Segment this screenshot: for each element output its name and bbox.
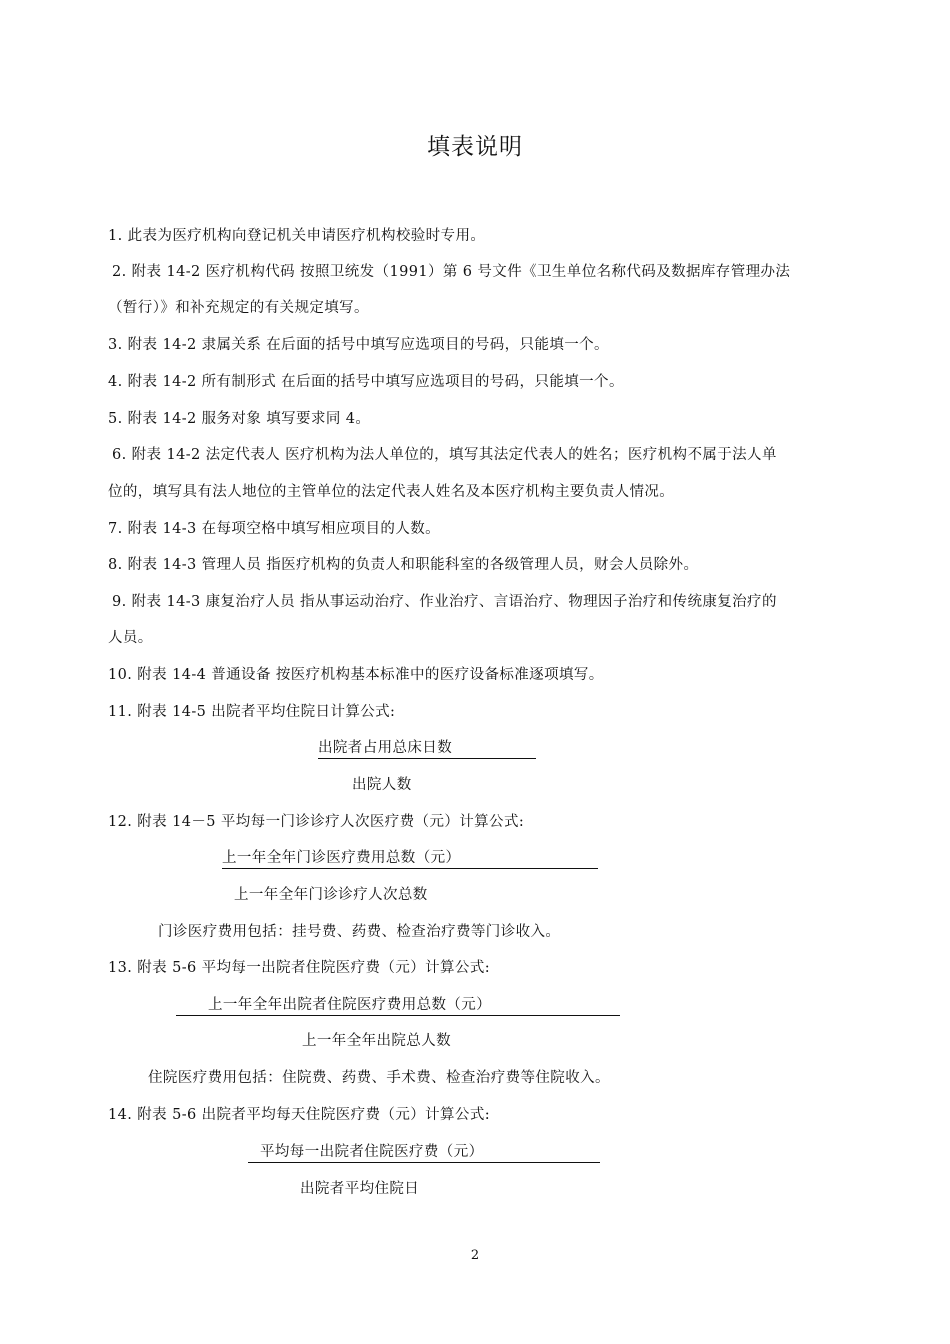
instruction-item-8: 8. 附表 14-3 管理人员 指医疗机构的负责人和职能科室的各级管理人员，财会人员除外。: [108, 557, 699, 573]
instruction-item-11: 11. 附表 14-5 出院者平均住院日计算公式:: [108, 704, 396, 720]
formula-14-numerator: 平均每一出院者住院医疗费（元）: [248, 1142, 600, 1163]
instruction-item-4: 4. 附表 14-2 所有制形式 在后面的括号中填写应选项目的号码，只能填一个。: [108, 374, 624, 390]
instruction-item-9: 9. 附表 14-3 康复治疗人员 指从事运动治疗、作业治疗、言语治疗、物理因子治疗和传统康复治疗的: [112, 594, 777, 610]
formula-11-numerator: 出院者占用总床日数: [318, 738, 536, 759]
formula-14-denominator: 出院者平均住院日: [300, 1181, 420, 1197]
instruction-item-2: 2. 附表 14-2 医疗机构代码 按照卫统发（1991）第 6 号文件《卫生单位名称代码及数据库存管理办法: [112, 264, 791, 280]
formula-13-numerator: 上一年全年出院者住院医疗费用总数（元）: [176, 995, 620, 1016]
instruction-item-7: 7. 附表 14-3 在每项空格中填写相应项目的人数。: [108, 521, 441, 537]
note-12: 门诊医疗费用包括：挂号费、药费、检查治疗费等门诊收入。: [158, 924, 561, 940]
formula-12-denominator: 上一年全年门诊诊疗人次总数: [234, 887, 428, 903]
instruction-item-12: 12. 附表 14－5 平均每一门诊诊疗人次医疗费（元）计算公式:: [108, 814, 525, 830]
page-title: 填表说明: [427, 134, 523, 160]
instruction-item-14: 14. 附表 5-6 出院者平均每天住院医疗费（元）计算公式:: [108, 1107, 491, 1123]
instruction-item-6: 6. 附表 14-2 法定代表人 医疗机构为法人单位的，填写其法定代表人的姓名；医疗机构不属于法人单: [112, 447, 777, 463]
instruction-item-13: 13. 附表 5-6 平均每一出院者住院医疗费（元）计算公式:: [108, 960, 491, 976]
page-number: 2: [470, 1248, 480, 1263]
instruction-item-1: 1. 此表为医疗机构向登记机关申请医疗机构校验时专用。: [108, 228, 486, 244]
instruction-item-3: 3. 附表 14-2 隶属关系 在后面的括号中填写应选项目的号码，只能填一个。: [108, 337, 609, 353]
formula-12-numerator: 上一年全年门诊医疗费用总数（元）: [222, 848, 598, 869]
formula-11-denominator: 出院人数: [352, 777, 412, 793]
instruction-item-2-cont: （暂行）》和补充规定的有关规定填写。: [108, 300, 369, 316]
instruction-item-9-cont: 人员。: [108, 630, 153, 646]
instruction-item-5: 5. 附表 14-2 服务对象 填写要求同 4。: [108, 411, 371, 427]
instruction-item-10: 10. 附表 14-4 普通设备 按医疗机构基本标准中的医疗设备标准逐项填写。: [108, 667, 604, 683]
note-13: 住院医疗费用包括：住院费、药费、手术费、检查治疗费等住院收入。: [148, 1070, 610, 1086]
instruction-item-6-cont: 位的，填写具有法人地位的主管单位的法定代表人姓名及本医疗机构主要负责人情况。: [108, 484, 675, 500]
formula-13-denominator: 上一年全年出院总人数: [302, 1033, 451, 1049]
